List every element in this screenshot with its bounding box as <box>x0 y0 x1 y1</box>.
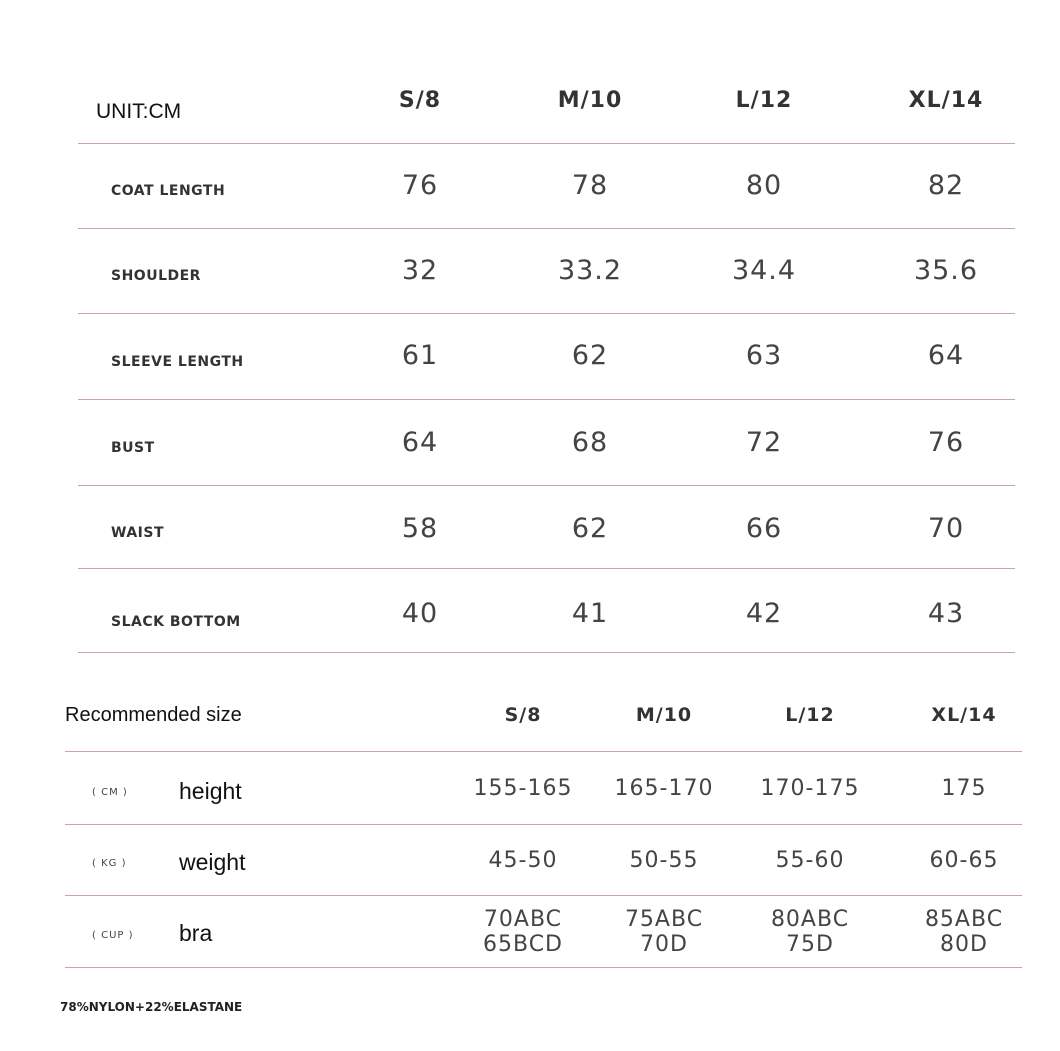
table-cell: 78 <box>571 170 609 201</box>
row-divider <box>78 652 1015 653</box>
table-cell: 66 <box>745 513 783 544</box>
table-cell: 64 <box>927 340 965 371</box>
rec-row-height: height <box>179 778 242 804</box>
table-cell: 62 <box>571 340 609 371</box>
material-composition: 78%NYLON+22%ELASTANE <box>60 1000 243 1014</box>
table-cell: 165-170 <box>614 776 714 801</box>
unit-tag-kg: ( KG ) <box>92 858 127 869</box>
row-label-coat-length: COAT LENGTH <box>111 183 226 199</box>
table-cell: 41 <box>571 598 609 629</box>
row-divider <box>78 399 1015 400</box>
table-cell: 45-50 <box>488 848 558 873</box>
table-cell: 33.2 <box>557 255 623 286</box>
table-cell: 82 <box>927 170 965 201</box>
rec-row-weight: weight <box>179 849 246 875</box>
rec-size-header-m: M/10 <box>635 704 693 726</box>
table-cell: 175 <box>941 776 987 801</box>
table-cell: 70 <box>927 513 965 544</box>
row-divider <box>78 485 1015 486</box>
table-cell: 42 <box>745 598 783 629</box>
table-cell: 55-60 <box>775 848 845 873</box>
row-divider <box>65 967 1022 968</box>
table-cell: 35.6 <box>913 255 979 286</box>
rec-row-bra: bra <box>179 920 213 946</box>
table-cell: 76 <box>927 427 965 458</box>
size-header-s: S/8 <box>398 88 442 113</box>
table-cell: 61 <box>401 340 439 371</box>
table-cell: 68 <box>571 427 609 458</box>
row-label-sleeve-length: SLEEVE LENGTH <box>111 354 244 370</box>
size-header-m: M/10 <box>557 88 623 113</box>
table-cell: 72 <box>745 427 783 458</box>
table-cell: 60-65 <box>929 848 999 873</box>
table-cell: 155-165 <box>473 776 573 801</box>
table-cell: 76 <box>401 170 439 201</box>
table-cell: 80ABC 75D <box>770 907 850 957</box>
unit-tag-cm: ( CM ) <box>92 787 128 798</box>
table-cell: 58 <box>401 513 439 544</box>
row-label-waist: WAIST <box>111 525 164 541</box>
unit-label: UNIT:CM <box>96 100 182 123</box>
rec-size-header-xl: XL/14 <box>931 704 997 726</box>
row-divider <box>78 143 1015 144</box>
unit-tag-cup: ( CUP ) <box>92 930 134 941</box>
table-cell: 170-175 <box>760 776 860 801</box>
row-divider <box>65 751 1022 752</box>
row-label-shoulder: SHOULDER <box>111 268 201 284</box>
table-cell: 75ABC 70D <box>624 907 704 957</box>
table-cell: 32 <box>401 255 439 286</box>
table-cell: 85ABC 80D <box>924 907 1004 957</box>
table-cell: 62 <box>571 513 609 544</box>
table-cell: 43 <box>927 598 965 629</box>
row-divider <box>78 313 1015 314</box>
table-cell: 70ABC 65BCD <box>482 907 564 957</box>
row-divider <box>78 568 1015 569</box>
table-cell: 34.4 <box>731 255 797 286</box>
rec-size-header-l: L/12 <box>785 704 835 726</box>
rec-size-header-s: S/8 <box>504 704 542 726</box>
size-header-xl: XL/14 <box>908 88 984 113</box>
row-divider <box>65 895 1022 896</box>
table-cell: 64 <box>401 427 439 458</box>
table-cell: 50-55 <box>629 848 699 873</box>
table-cell: 40 <box>401 598 439 629</box>
row-divider <box>65 824 1022 825</box>
row-divider <box>78 228 1015 229</box>
row-label-slack-bottom: SLACK BOTTOM <box>111 614 241 630</box>
recommended-size-title: Recommended size <box>65 704 242 726</box>
table-cell: 80 <box>745 170 783 201</box>
size-header-l: L/12 <box>735 88 793 113</box>
row-label-bust: BUST <box>111 440 155 456</box>
table-cell: 63 <box>745 340 783 371</box>
